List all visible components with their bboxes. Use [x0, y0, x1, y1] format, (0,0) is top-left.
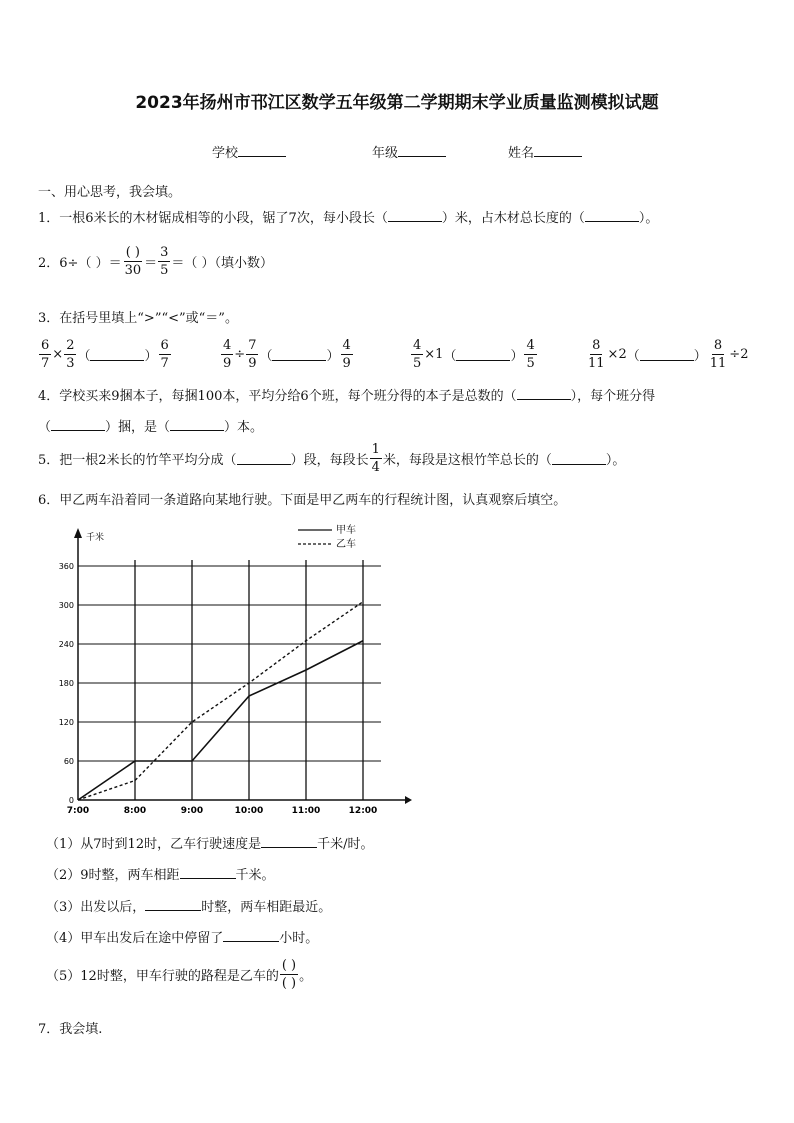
fraction: $\frac{3}{5}$	[160, 245, 169, 278]
legend-label-jia: 甲车	[336, 525, 356, 536]
question-6: 6．甲乙两车沿着同一条道路向某地行驶。下面是甲乙两车的行程统计图，认真观察后填空。	[38, 493, 567, 508]
answer-blank[interactable]	[90, 348, 144, 361]
answer-blank[interactable]	[517, 387, 571, 400]
answer-blank[interactable]	[456, 348, 510, 361]
answer-blank[interactable]	[585, 209, 639, 222]
answer-blank[interactable]	[223, 929, 279, 942]
answer-blank[interactable]	[170, 418, 224, 431]
fraction[interactable]: $\frac{( )}{30}$	[124, 245, 142, 278]
page-title: 2023年扬州市邗江区数学五年级第二学期期末学业质量监测模拟试题	[135, 93, 659, 113]
sub-question-1: （1）从7时到12时，乙车行驶速度是 千米/时。	[46, 837, 374, 852]
y-tick-label: 360	[58, 562, 74, 571]
question-1: 1．一根6米长的木材锯成相等的小段，锯了7次，每小段长（ ）米，占木材总长度的（ ）。	[38, 211, 659, 226]
answer-blank[interactable]	[552, 452, 606, 465]
school-field[interactable]: 学校	[212, 142, 286, 161]
series-line-jia	[78, 641, 363, 800]
answer-blank[interactable]	[261, 835, 317, 848]
sub-question-2: （2）9时整，两车相距 千米。	[46, 868, 275, 883]
question-2: 2． 6÷（ ）＝ $\frac{( )}{30}$ ＝ $\frac{3}{5}$ ＝（ ）（填小数）	[38, 245, 274, 278]
answer-blank[interactable]	[145, 898, 201, 911]
y-axis-label: 千米	[86, 533, 105, 543]
x-axis-arrow	[405, 796, 412, 804]
answer-blank[interactable]	[180, 866, 236, 879]
x-tick-label: 12:00	[348, 806, 378, 816]
sub-question-3: （3）出发以后， 时整，两车相距最近。	[46, 900, 332, 915]
question-4-cont: （ ）捆，是（ ）本。	[38, 420, 264, 435]
compare-item-2: $\frac{4}{9}$ ÷ $\frac{7}{9}$ （ ） $\frac{4}{9}$	[223, 338, 351, 371]
line-chart	[40, 518, 420, 818]
section-heading: 一、用心思考，我会填。	[38, 185, 182, 200]
question-3: 3．在括号里填上“>”“<”或“＝”。	[38, 311, 238, 326]
compare-item-1: $\frac{6}{7}$ × $\frac{2}{3}$ （ ） $\frac{6}{7}$	[41, 338, 169, 371]
x-tick-label: 11:00	[291, 806, 321, 816]
answer-blank[interactable]	[51, 418, 105, 431]
name-field[interactable]: 姓名	[508, 142, 582, 161]
y-tick-label: 60	[63, 757, 74, 766]
sub-question-4: （4）甲车出发后在途中停留了 小时。	[46, 931, 319, 946]
answer-fraction[interactable]: $\frac{( )}{( )}$	[281, 958, 297, 991]
x-tick-label: 7:00	[66, 806, 90, 816]
answer-blank[interactable]	[272, 348, 326, 361]
compare-item-3: $\frac{4}{5}$ ×1 （ ） $\frac{4}{5}$	[413, 338, 535, 371]
question-5: 5． 把一根2米长的竹竿平均分成（ ）段，每段长 $\frac{1}{4}$ 米，每段是这根竹竿总长的（ ）。	[38, 442, 626, 475]
y-tick-label: 120	[58, 718, 74, 727]
y-tick-label: 240	[58, 640, 74, 649]
sub-question-5: （5）12时整，甲车行驶的路程是乙车的 $\frac{( )}{( )}$ 。	[46, 958, 313, 991]
legend-label-yi: 乙车	[336, 539, 356, 550]
answer-blank[interactable]	[237, 452, 291, 465]
y-tick-label: 180	[58, 679, 74, 688]
grade-field[interactable]: 年级	[372, 142, 446, 161]
y-axis-arrow	[74, 528, 82, 538]
question-4: 4．学校买来9捆本子，每捆100本，平均分给6个班，每个班分得的本子是总数的（ ），每个班分得	[38, 389, 656, 404]
compare-item-4: $\frac{8}{11}$ ×2 （ ） $\frac{8}{11}$ ÷2	[588, 338, 749, 371]
y-tick-label: 0	[68, 796, 74, 805]
x-tick-label: 10:00	[234, 806, 264, 816]
answer-blank[interactable]	[640, 348, 694, 361]
x-tick-label: 9:00	[180, 806, 204, 816]
question-7: 7．我会填.	[38, 1022, 103, 1037]
y-tick-label: 300	[58, 601, 74, 610]
answer-blank[interactable]	[388, 209, 442, 222]
x-tick-label: 8:00	[123, 806, 147, 816]
